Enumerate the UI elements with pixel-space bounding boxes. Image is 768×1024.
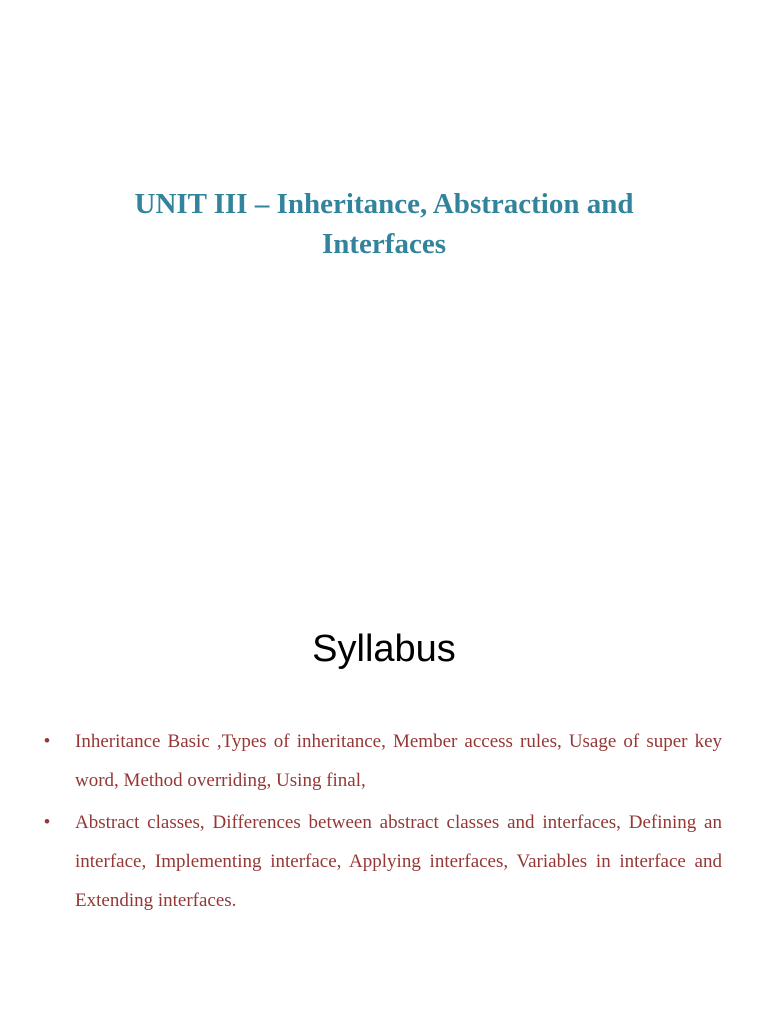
bullet-icon: •: [44, 812, 50, 831]
bullet-icon: •: [44, 731, 50, 750]
syllabus-heading: Syllabus: [312, 628, 456, 670]
syllabus-bullet-list: [44, 722, 722, 923]
syllabus-slide: [0, 600, 768, 1024]
syllabus-item-inheritance: [44, 722, 722, 800]
syllabus-item-text: Abstract classes, Differences between abstract classes and interfaces, Defining an interface, Implementing interface, Applying interfaces, Variables in interface and Extending interfaces.: [75, 812, 722, 911]
unit-title: UNIT III – Inheritance, Abstraction and Interfaces: [134, 188, 634, 260]
syllabus-item-text: Inheritance Basic ,Types of inheritance, Member access rules, Usage of super key word, Method overriding, Using final,: [75, 731, 722, 791]
syllabus-item-abstraction: [44, 803, 722, 920]
